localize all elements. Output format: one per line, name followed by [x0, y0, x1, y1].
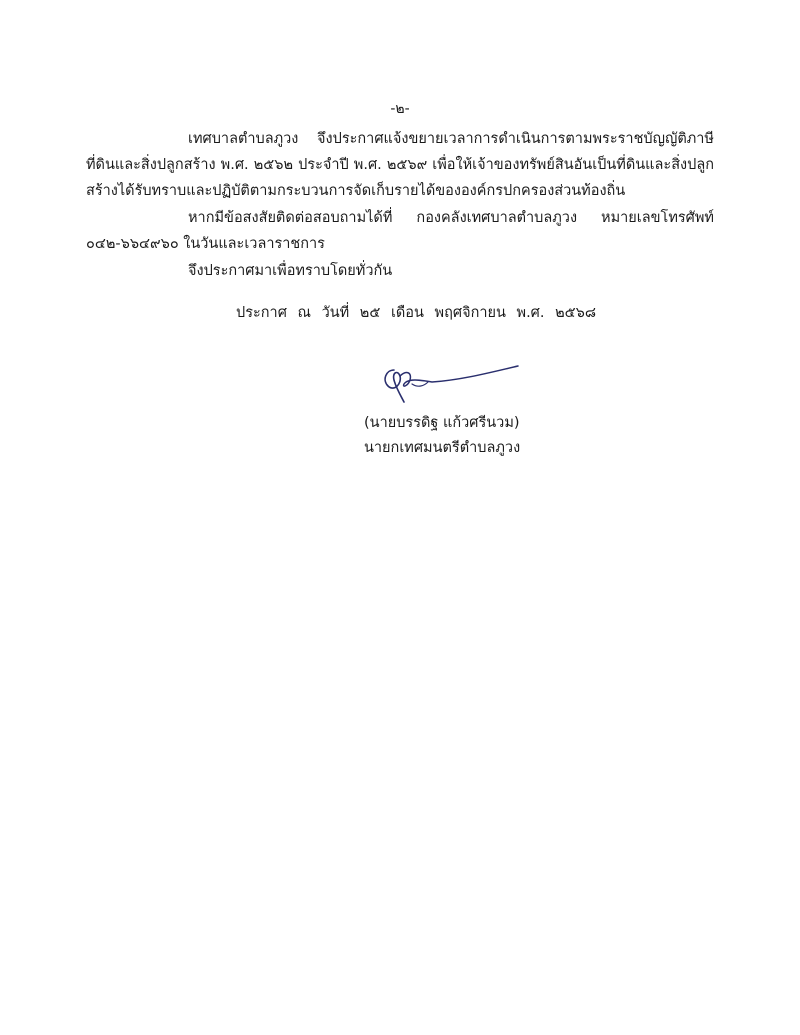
page-number: -๒- [390, 101, 410, 117]
paragraph-contact-info: หากมีข้อสงสัยติดต่อสอบถามได้ที่ กองคลังเทศบาลตำบลภูวง หมายเลขโทรศัพท์ ๐๔๒-๖๖๔๙๖๐ ในวันและเวลาราชการ [86, 210, 714, 252]
paragraph-extension-notice: เทศบาลตำบลภูวง จึงประกาศแจ้งขยายเวลาการดำเนินการตามพระราชบัญญัติภาษีที่ดินและสิ่งปลูกสร้าง พ.ศ. ๒๕๖๒ ประจำปี พ.ศ. ๒๕๖๙ เพื่อให้เจ้าของทรัพย์สินอันเป็นที่ดินและสิ่งปลูกสร้างได้รับทราบและปฏิบัติตามกระบวนการจัดเก็บรายได้ขององค์กรปกครองส่วนท้องถิ่น [86, 131, 714, 199]
handwritten-signature [372, 340, 532, 410]
signer-title: นายกเทศมนตรีตำบลภูวง [364, 440, 521, 456]
announcement-date: ประกาศ ณ วันที่ ๒๕ เดือน พฤศจิกายน พ.ศ. ๒๕๖๘ [236, 305, 597, 321]
closing-statement: จึงประกาศมาเพื่อทราบโดยทั่วกัน [188, 263, 393, 279]
signer-name: (นายบรรดิฐ แก้วศรีนวม) [364, 415, 520, 431]
